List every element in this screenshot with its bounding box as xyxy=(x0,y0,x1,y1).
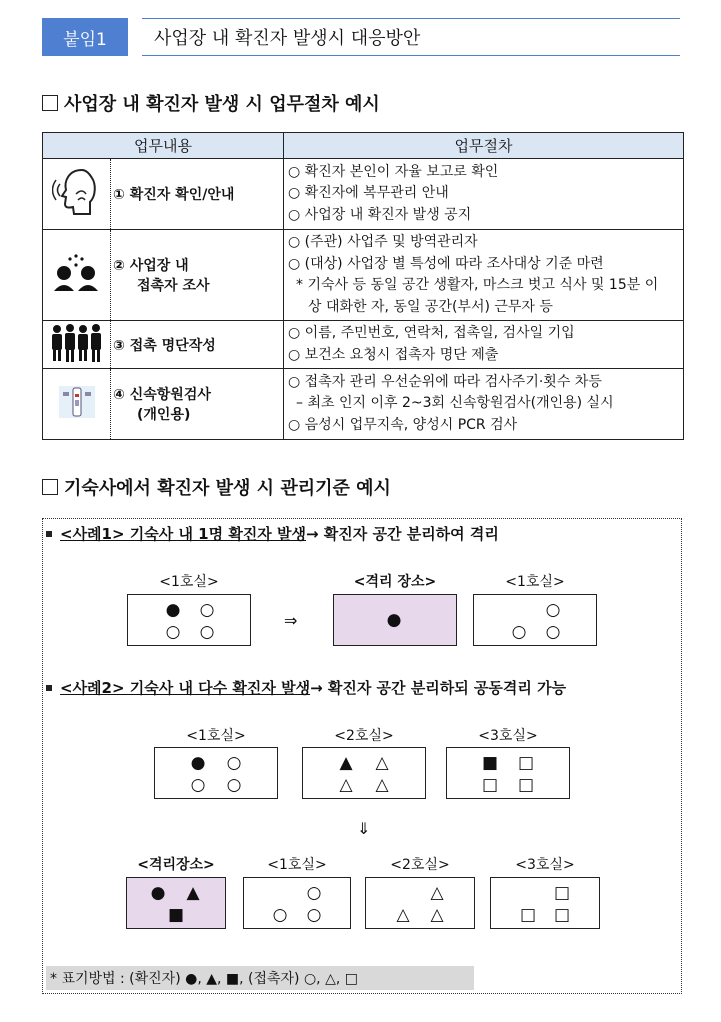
contact-triangle-icon: △ xyxy=(339,775,353,795)
confirmed-circle-icon: ● xyxy=(165,600,181,620)
room-box xyxy=(127,594,251,646)
room-label: <2호실> xyxy=(390,857,450,873)
section1-heading xyxy=(42,90,380,116)
task-label: ① 확진자 확인/안내 xyxy=(111,159,284,230)
people-contact-icon xyxy=(43,230,111,321)
section2-heading xyxy=(42,474,391,500)
case2-title-rest: → 확진자 공간 분리하되 공동격리 가능 xyxy=(310,679,567,697)
contact-square-icon: □ xyxy=(553,905,571,925)
isolation-room-box xyxy=(333,594,457,646)
procedure-table xyxy=(42,132,684,440)
down-arrow-icon: ⇓ xyxy=(357,819,371,838)
checkbox-square-icon xyxy=(42,95,58,111)
room-box xyxy=(365,877,475,929)
contact-circle-icon: ○ xyxy=(306,905,322,925)
col-header-steps: 업무절차 xyxy=(284,133,684,159)
steps-cell xyxy=(284,159,684,230)
case2-title xyxy=(46,677,566,698)
test-kit-icon xyxy=(43,369,111,440)
contact-circle-icon: ○ xyxy=(272,905,288,925)
contact-circle-icon: ○ xyxy=(545,622,561,642)
case1-title-underlined: <사례1> 기숙사 내 1명 확진자 발생 xyxy=(60,525,307,543)
contact-triangle-icon: △ xyxy=(375,775,389,795)
confirmed-square-icon: ■ xyxy=(167,905,185,925)
room-box xyxy=(154,747,278,799)
appendix-tag: 붙임1 xyxy=(42,18,128,56)
step-item: ○ 사업장 내 확진자 발생 공지 xyxy=(288,206,472,223)
room-label: <3호실> xyxy=(478,728,538,744)
room-label: <3호실> xyxy=(515,857,575,873)
contact-square-icon: □ xyxy=(553,883,571,903)
steps-cell xyxy=(284,321,684,369)
checkbox-square-icon xyxy=(42,479,58,495)
isolation-room-box xyxy=(126,877,226,929)
contact-triangle-icon: △ xyxy=(430,883,444,903)
task-label-line: ② 사업장 내 xyxy=(113,258,189,274)
room-label: <1호실> xyxy=(186,728,246,744)
contact-square-icon: □ xyxy=(517,775,535,795)
confirmed-circle-icon: ● xyxy=(190,753,206,773)
contact-circle-icon: ○ xyxy=(199,622,215,642)
section1-title: 사업장 내 확진자 발생 시 업무절차 예시 xyxy=(64,94,380,115)
table-row xyxy=(43,159,684,230)
step-note: 상 대화한 자, 동일 공간(부서) 근무자 등 xyxy=(308,298,553,315)
step-item: ○ 음성시 업무지속, 양성시 PCR 검사 xyxy=(288,416,518,433)
contact-triangle-icon: △ xyxy=(375,753,389,773)
symbol-legend: * 표기방법 : (확진자) ●, ▲, ■, (접촉자) ○, △, □ xyxy=(46,966,474,990)
contact-circle-icon: ○ xyxy=(190,775,206,795)
contact-circle-icon: ○ xyxy=(199,600,215,620)
room-label: <2호실> xyxy=(334,728,394,744)
room-box xyxy=(490,877,600,929)
page-header xyxy=(42,18,680,56)
col-header-task: 업무내용 xyxy=(43,133,284,159)
room-box xyxy=(243,877,351,929)
room-box xyxy=(446,747,570,799)
contact-circle-icon: ○ xyxy=(165,622,181,642)
person-speaking-icon xyxy=(43,159,111,230)
task-label-line: (개인용) xyxy=(137,407,191,423)
right-arrow-icon: ⇒ xyxy=(284,611,298,630)
task-label-line: ④ 신속항원검사 xyxy=(113,387,211,403)
bullet-icon xyxy=(46,531,52,537)
room-label: <1호실> xyxy=(159,574,219,590)
confirmed-circle-icon: ● xyxy=(386,610,402,630)
contact-square-icon: □ xyxy=(481,775,499,795)
step-item: ○ 보건소 요청시 접촉자 명단 제출 xyxy=(288,346,499,363)
contact-circle-icon: ○ xyxy=(511,622,527,642)
table-row xyxy=(43,321,684,369)
steps-cell xyxy=(284,369,684,440)
contact-square-icon: □ xyxy=(519,905,537,925)
contact-circle-icon: ○ xyxy=(306,883,322,903)
case1-title xyxy=(46,523,499,544)
task-label xyxy=(111,230,284,321)
contact-triangle-icon: △ xyxy=(430,905,444,925)
table-row xyxy=(43,369,684,440)
room-label: <1호실> xyxy=(267,857,327,873)
steps-cell xyxy=(284,230,684,321)
room-label: <1호실> xyxy=(505,574,565,590)
task-label: ③ 접촉 명단작성 xyxy=(111,321,284,369)
step-item: ○ 이름, 주민번호, 연락처, 접촉일, 검사일 기입 xyxy=(288,325,575,341)
isolation-label: <격리장소> xyxy=(137,857,215,873)
step-note: – 최초 인지 이후 2~3회 신속항원검사(개인용) 실시 xyxy=(296,395,614,412)
isolation-label: <격리 장소> xyxy=(353,574,437,590)
contact-square-icon: □ xyxy=(517,753,535,773)
step-item: ○ 접촉자 관리 우선순위에 따라 검사주기·횟수 차등 xyxy=(288,373,602,390)
confirmed-triangle-icon: ▲ xyxy=(186,883,200,903)
step-item: ○ 확진자에 복무관리 안내 xyxy=(288,185,449,202)
group-silhouette-icon xyxy=(43,321,111,369)
room-box xyxy=(302,747,426,799)
confirmed-triangle-icon: ▲ xyxy=(339,753,353,773)
table-row xyxy=(43,230,684,321)
confirmed-square-icon: ■ xyxy=(481,753,499,773)
confirmed-circle-icon: ● xyxy=(150,883,166,903)
step-item: ○ (주관) 사업주 및 방역관리자 xyxy=(288,234,478,250)
case2-title-underlined: <사례2> 기숙사 내 다수 확진자 발생 xyxy=(60,679,311,697)
room-box xyxy=(473,594,597,646)
task-label xyxy=(111,369,284,440)
page-title: 사업장 내 확진자 발생시 대응방안 xyxy=(142,18,680,56)
task-label-line: 접촉자 조사 xyxy=(137,278,210,294)
step-item: ○ 확진자 본인이 자율 보고로 확인 xyxy=(288,163,499,180)
contact-circle-icon: ○ xyxy=(226,775,242,795)
case1-title-rest: → 확진자 공간 분리하여 격리 xyxy=(306,525,499,543)
contact-circle-icon: ○ xyxy=(545,600,561,620)
section2-title: 기숙사에서 확진자 발생 시 관리기준 예시 xyxy=(64,478,391,499)
bullet-icon xyxy=(46,685,52,691)
step-note: * 기숙사 등 동일 공간 생활자, 마스크 벗고 식사 및 15분 이 xyxy=(296,277,659,293)
contact-triangle-icon: △ xyxy=(396,905,410,925)
contact-circle-icon: ○ xyxy=(226,753,242,773)
step-item: ○ (대상) 사업장 별 특성에 따라 조사대상 기준 마련 xyxy=(288,255,604,272)
